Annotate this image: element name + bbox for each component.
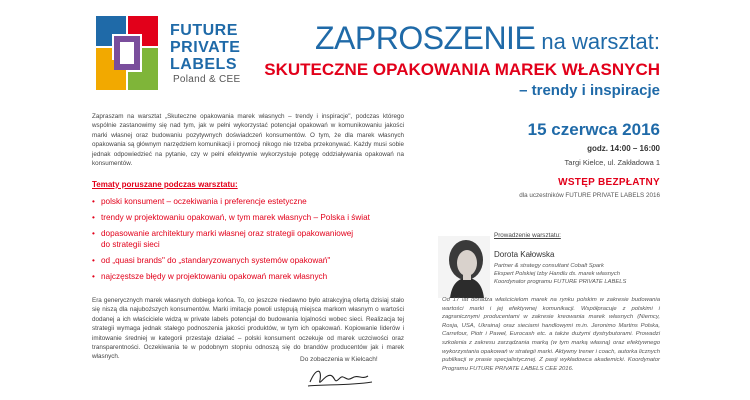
topic-text: do strategii sieci	[101, 240, 160, 249]
topic-text: najczęstsze błędy w projektowaniu opakowań marek własnych	[101, 272, 328, 281]
topic-item	[92, 213, 392, 224]
bullet-icon: •	[92, 272, 95, 281]
topic-item	[92, 197, 392, 208]
title-main: ZAPROSZENIE	[314, 20, 536, 56]
topic-text: polski konsument – oczekiwania i preferencje estetyczne	[101, 197, 307, 206]
signature-icon	[306, 362, 376, 392]
bullet-icon: •	[92, 256, 95, 265]
bullet-icon: •	[92, 213, 95, 222]
logo-line-3: LABELS	[170, 56, 237, 73]
topic-text: dopasowanie architektury marki własnej oraz strategii opakowaniowej	[101, 229, 354, 238]
logo-mark-icon	[92, 12, 162, 94]
intro-paragraph: Zapraszam na warsztat „Skuteczne opakowania marek własnych – trendy i inspiracje", podczas którego wspólnie zastanowimy się nad tym, jak w pełni wykorzystać potencjał opakowań w komunikowaniu jakości marki własnej oraz budowaniu pozytywnych doświadczeń konsumentów. O tym, że dla marek własnych opakowania są głównym narzędziem komunikacji i promocji nikogo nie trzeba przekonywać. Każdy musi sobie jednak odpowiedzieć na pytanie, czy w pełni efektywnie wykorzystuje potęgę oddziaływania opakowań na konsumentów.	[92, 113, 404, 168]
free-entry-note: dla uczestników FUTURE PRIVATE LABELS 2016	[519, 192, 660, 199]
bullet-icon: •	[92, 229, 95, 238]
workshop-title: SKUTECZNE OPAKOWANIA MAREK WŁASNYCH	[264, 60, 660, 79]
topic-text: od „quasi brands" do „standaryzowanych systemów opakowań"	[101, 256, 331, 265]
topic-item-continuation	[92, 240, 392, 251]
moderator-photo	[438, 236, 490, 298]
topic-text: trendy w projektowaniu opakowań, w tym marek własnych – Polska i świat	[101, 213, 370, 222]
outro-paragraph: Era generycznych marek własnych dobiega końca. To, co jeszcze niedawno było atrakcyjną ofertą dzisiaj stało się niszą dla najuboższych konsumentów. Marki imitacje powoli ustępują miejsca markom własnym o wartości dodanej a ich właściciele widzą w private labels potencjał do budowania lojalności wobec sieci. Realizacja tej strategii wymaga jednak stałego podnoszenia jakości produktów, w tym ich opakowań. Kopiowanie liderów i imitowanie średniej w kategorii przestaje działać – polski konsument oczekuje od marek uczciwości oraz transparentności. Oczekiwania te w podobnym stopniu odnoszą się do brandów producentów jak i marek własnych.	[92, 297, 404, 361]
topic-item	[92, 272, 392, 283]
topic-item	[92, 229, 392, 240]
logo-line-2: PRIVATE	[170, 39, 241, 56]
moderator-bio: Od 17 lat doradza właścicielom marek na rynku polskim w zakresie budowania wartości marki i jej efektywnej komunikacji. Współpracuje z polskimi i zagranicznymi producentami w zakresie kreowania marek własnych (Niemcy, Rosja, USA, Ukraina) oraz sieciami handlowymi m.in. Jeronimo Martins Polska, Carrefour, Piotr i Paweł, Eurocash etc. a także dużymi dystrybutorami. Prowadzi szkolenia z zakresu zarządzania marką (w tym marką własną) oraz efektywnego wykorzystania opakowań w strategii marki. Aktywny trener i coach, autorka licznych publikacji w prasie specjalistycznej. Z pasji wykładowca akademicki. Koordynator Programu FUTURE PRIVATE LABELS CEE 2016.	[442, 297, 660, 372]
event-date: 15 czerwca 2016	[527, 120, 660, 139]
logo-line-1: FUTURE	[170, 22, 238, 39]
title-suffix: na warsztat:	[535, 29, 660, 54]
moderator-role-2: Ekspert Polskiej Izby Handlu ds. marek własnych	[494, 271, 620, 277]
future-private-labels-logo	[92, 12, 298, 94]
person-portrait-icon	[438, 236, 490, 298]
moderator-role-3: Koordynator programu FUTURE PRIVATE LABELS	[494, 279, 627, 285]
topics-heading: Tematy poruszane podczas warsztatu:	[92, 180, 238, 189]
moderator-name: Dorota Kałowska	[494, 250, 555, 259]
event-time: godz. 14:00 – 16:00	[587, 144, 660, 153]
closing-line: Do zobaczenia w Kielcach!	[300, 356, 378, 363]
bullet-icon: •	[92, 197, 95, 206]
logo-line-4: Poland & CEE	[172, 74, 241, 85]
event-place: Targi Kielce, ul. Zakładowa 1	[564, 158, 660, 167]
free-entry-label: WSTĘP BEZPŁATNY	[558, 177, 660, 188]
moderator-heading: Prowadzenie warsztatu:	[494, 232, 561, 239]
topic-item	[92, 256, 392, 267]
moderator-role-1: Partner & strategy consultant Cobalt Spark	[494, 263, 604, 269]
workshop-subtitle: – trendy i inspiracje	[519, 82, 660, 99]
page-title	[300, 20, 660, 57]
